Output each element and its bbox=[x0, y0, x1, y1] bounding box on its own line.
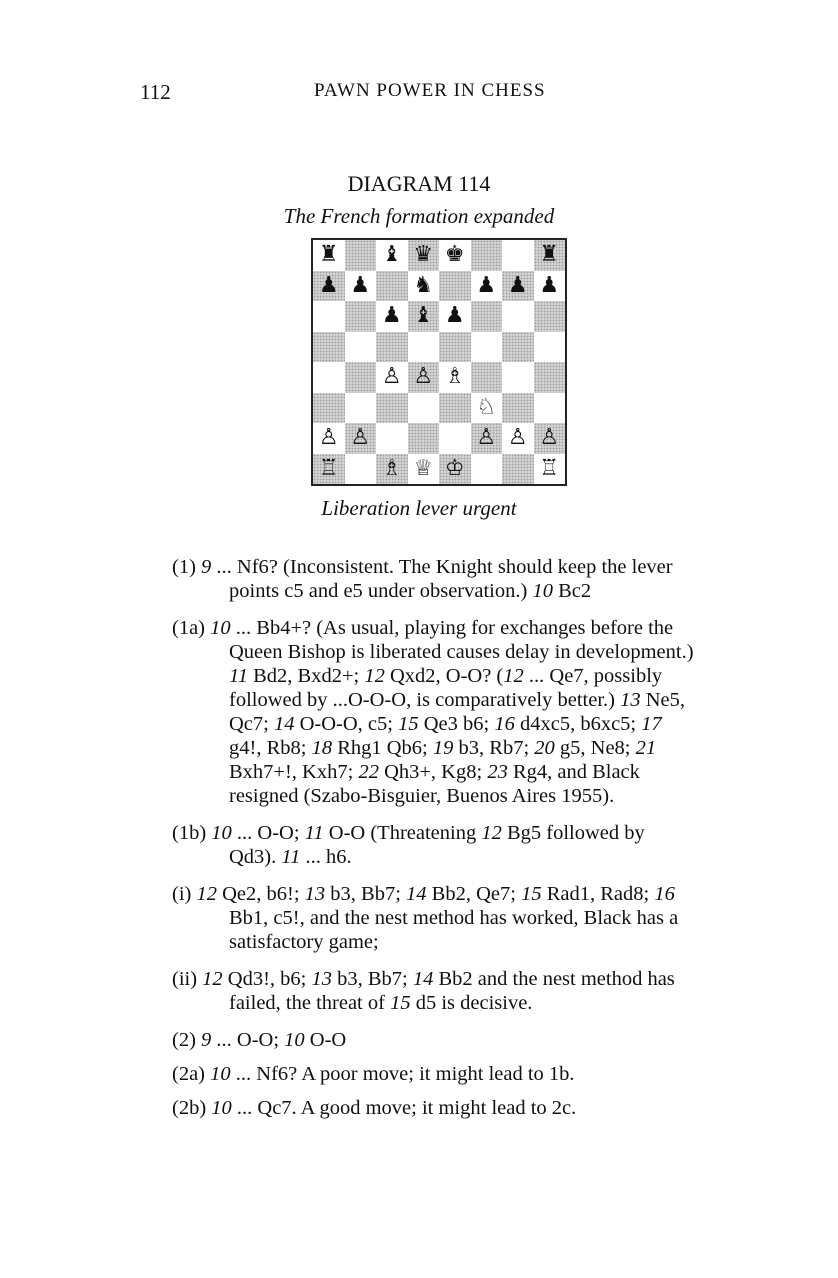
square-b5 bbox=[345, 332, 377, 363]
square-c3 bbox=[376, 393, 408, 424]
square-a7 bbox=[313, 271, 345, 302]
black-pawn-icon: ♟ bbox=[318, 272, 339, 298]
square-b2 bbox=[345, 423, 377, 454]
square-h8 bbox=[534, 240, 566, 271]
annotation-1a: (1a) 10 ... Bb4+? (As usual, playing for exchanges before the Queen Bishop is liberated causes delay in development.) 11 Bd2, Bxd2+; 12 Qxd2, O-O? (12 ... Qe7, possibly followed by ...O-O-O, is comparatively better.) 13 Ne5, Qc7; 14 O-O-O, c5; 15 Qe3 b6; 16 d4xc5, b6xc5; 17 g4!, Rb8; 18 Rhg1 Qb6; 19 b3, Rb7; 20 g5, Ne8; 21 Bxh7+!, Kxh7; 22 Qh3+, Kg8; 23 Rg4, and Black resigned (Szabo-Bisguier, Buenos Aires 1955). bbox=[172, 617, 694, 807]
white-queen-icon: ♕ bbox=[413, 455, 434, 481]
square-e3 bbox=[439, 393, 471, 424]
black-rook-icon: ♜ bbox=[539, 242, 560, 268]
square-e2 bbox=[439, 423, 471, 454]
square-a8 bbox=[313, 240, 345, 271]
annotation-1b: (1b) 10 ... O-O; 11 O-O (Threatening 12 Bg5 followed by Qd3). 11 ... h6. bbox=[172, 822, 645, 868]
white-rook-icon: ♖ bbox=[539, 455, 560, 481]
square-d3 bbox=[408, 393, 440, 424]
annotation-1: (1) 9 ... Nf6? (Inconsistent. The Knight should keep the lever points c5 and e5 under observation.) 10 Bc2 bbox=[172, 556, 673, 602]
square-a6 bbox=[313, 301, 345, 332]
square-f3 bbox=[471, 393, 503, 424]
white-pawn-icon: ♙ bbox=[318, 425, 339, 451]
square-c1 bbox=[376, 454, 408, 485]
square-a5 bbox=[313, 332, 345, 363]
white-rook-icon: ♖ bbox=[318, 455, 339, 481]
square-h2 bbox=[534, 423, 566, 454]
black-pawn-icon: ♟ bbox=[476, 272, 497, 298]
white-king-icon: ♔ bbox=[444, 455, 465, 481]
black-bishop-icon: ♝ bbox=[381, 242, 402, 268]
annotation-text bbox=[172, 555, 696, 1130]
square-c2 bbox=[376, 423, 408, 454]
square-f7 bbox=[471, 271, 503, 302]
white-knight-icon: ♘ bbox=[476, 394, 497, 420]
square-d5 bbox=[408, 332, 440, 363]
black-pawn-icon: ♟ bbox=[381, 303, 402, 329]
running-head bbox=[0, 80, 838, 108]
black-queen-icon: ♛ bbox=[413, 242, 434, 268]
square-f1 bbox=[471, 454, 503, 485]
square-g7 bbox=[502, 271, 534, 302]
square-h5 bbox=[534, 332, 566, 363]
white-pawn-icon: ♙ bbox=[413, 364, 434, 390]
square-g6 bbox=[502, 301, 534, 332]
black-bishop-icon: ♝ bbox=[413, 303, 434, 329]
square-a2 bbox=[313, 423, 345, 454]
square-f4 bbox=[471, 362, 503, 393]
square-f5 bbox=[471, 332, 503, 363]
square-c6 bbox=[376, 301, 408, 332]
square-d8 bbox=[408, 240, 440, 271]
square-a1 bbox=[313, 454, 345, 485]
square-d6 bbox=[408, 301, 440, 332]
annotation-2: (2) 9 ... O-O; 10 O-O bbox=[172, 1029, 347, 1051]
square-f2 bbox=[471, 423, 503, 454]
square-h1 bbox=[534, 454, 566, 485]
black-rook-icon: ♜ bbox=[318, 242, 339, 268]
black-pawn-icon: ♟ bbox=[539, 272, 560, 298]
square-f8 bbox=[471, 240, 503, 271]
square-g8 bbox=[502, 240, 534, 271]
square-b4 bbox=[345, 362, 377, 393]
square-d1 bbox=[408, 454, 440, 485]
square-c7 bbox=[376, 271, 408, 302]
square-g1 bbox=[502, 454, 534, 485]
annotation-ii: (ii) 12 Qd3!, b6; 13 b3, Bb7; 14 Bb2 and the nest method has failed, the threat of 15 d5 is decisive. bbox=[172, 968, 675, 1014]
square-d2 bbox=[408, 423, 440, 454]
white-bishop-icon: ♗ bbox=[381, 455, 402, 481]
square-h3 bbox=[534, 393, 566, 424]
black-king-icon: ♚ bbox=[444, 242, 465, 268]
square-g4 bbox=[502, 362, 534, 393]
square-e6 bbox=[439, 301, 471, 332]
square-h7 bbox=[534, 271, 566, 302]
black-pawn-icon: ♟ bbox=[444, 303, 465, 329]
white-pawn-icon: ♙ bbox=[507, 425, 528, 451]
diagram-title: DIAGRAM 114 bbox=[347, 171, 491, 196]
square-c5 bbox=[376, 332, 408, 363]
black-pawn-icon: ♟ bbox=[507, 272, 528, 298]
square-h4 bbox=[534, 362, 566, 393]
square-h6 bbox=[534, 301, 566, 332]
square-c4 bbox=[376, 362, 408, 393]
chess-board bbox=[311, 238, 567, 486]
square-a3 bbox=[313, 393, 345, 424]
diagram-subtitle: The French formation expanded bbox=[283, 204, 555, 228]
square-b7 bbox=[345, 271, 377, 302]
square-g2 bbox=[502, 423, 534, 454]
square-f6 bbox=[471, 301, 503, 332]
square-g5 bbox=[502, 332, 534, 363]
annotation-2b: (2b) 10 ... Qc7. A good move; it might lead to 2c. bbox=[172, 1097, 577, 1119]
square-g3 bbox=[502, 393, 534, 424]
book-title: PAWN POWER IN CHESS bbox=[314, 80, 546, 101]
square-a4 bbox=[313, 362, 345, 393]
square-b1 bbox=[345, 454, 377, 485]
annotation-2a: (2a) 10 ... Nf6? A poor move; it might lead to 1b. bbox=[172, 1063, 575, 1085]
black-pawn-icon: ♟ bbox=[350, 272, 371, 298]
white-pawn-icon: ♙ bbox=[381, 364, 402, 390]
square-e7 bbox=[439, 271, 471, 302]
square-e5 bbox=[439, 332, 471, 363]
white-bishop-icon: ♗ bbox=[444, 364, 465, 390]
square-b8 bbox=[345, 240, 377, 271]
white-pawn-icon: ♙ bbox=[476, 425, 497, 451]
square-e1 bbox=[439, 454, 471, 485]
square-e4 bbox=[439, 362, 471, 393]
square-b3 bbox=[345, 393, 377, 424]
square-c8 bbox=[376, 240, 408, 271]
page-number: 112 bbox=[140, 80, 171, 104]
square-e8 bbox=[439, 240, 471, 271]
white-pawn-icon: ♙ bbox=[539, 425, 560, 451]
square-d7 bbox=[408, 271, 440, 302]
diagram-caption: Liberation lever urgent bbox=[321, 496, 517, 520]
white-pawn-icon: ♙ bbox=[350, 425, 371, 451]
black-knight-icon: ♞ bbox=[413, 272, 434, 298]
square-b6 bbox=[345, 301, 377, 332]
square-d4 bbox=[408, 362, 440, 393]
annotation-i: (i) 12 Qe2, b6!; 13 b3, Bb7; 14 Bb2, Qe7; 15 Rad1, Rad8; 16 Bb1, c5!, and the nest method has worked, Black has a satisfactory game; bbox=[172, 883, 679, 953]
